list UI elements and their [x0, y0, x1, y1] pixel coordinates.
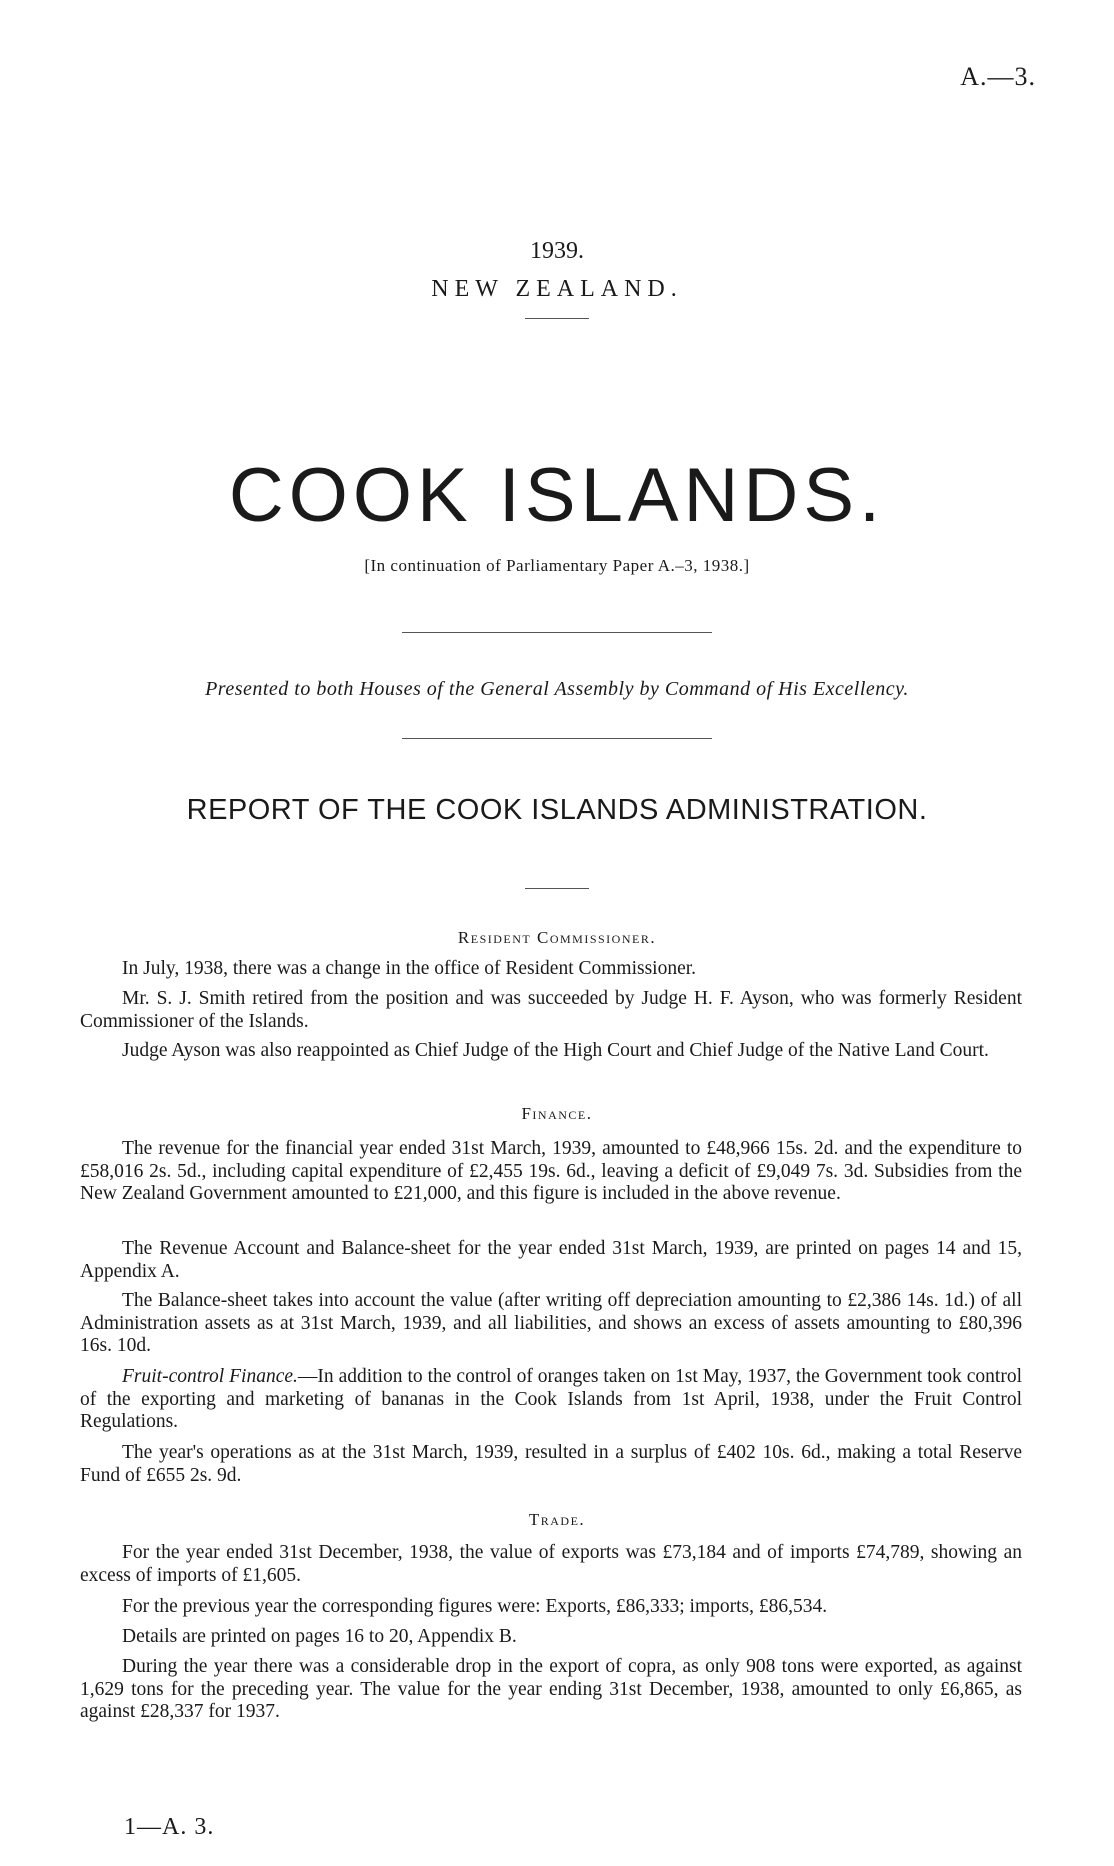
paragraph: Judge Ayson was also reappointed as Chief Judge of the High Court and Chief Judge of the Native Land Court. — [122, 1040, 989, 1061]
divider — [525, 318, 589, 319]
page-footer: 1—A. 3. — [124, 1814, 215, 1840]
publication-year: 1939. — [530, 238, 584, 264]
presented-note: Presented to both Houses of the General Assembly by Command of His Excellency. — [205, 678, 909, 700]
section-heading-trade: Trade. — [528, 1510, 586, 1529]
paragraph: Details are printed on pages 16 to 20, Appendix B. — [122, 1626, 517, 1647]
divider — [402, 738, 712, 739]
paragraph: For the previous year the corresponding figures were: Exports, £86,333; imports, £86,534. — [122, 1596, 828, 1617]
paragraph: During the year there was a considerable drop in the export of copra, as only 908 tons were exported, as against 1,629 tons for the preceding year. The value for the year ending 31st December, 1938, amounted to only £6,865, as against £28,337 for 1937. — [80, 1656, 1022, 1722]
divider — [402, 632, 712, 633]
fruit-control-lead: Fruit-control Finance. — [122, 1366, 298, 1387]
paragraph: The Balance-sheet takes into account the value (after writing off depreciation amounting to £2,386 14s. 1d.) of all Administration assets as at 31st March, 1939, and all liabilities, and shows an excess of assets amounting to £80,396 16s. 10d. — [80, 1290, 1022, 1356]
report-title: REPORT OF THE COOK ISLANDS ADMINISTRATION. — [186, 794, 928, 826]
paragraph: Mr. S. J. Smith retired from the position and was succeeded by Judge H. F. Ayson, who was formerly Resident Commissioner of the Islands. — [80, 988, 1022, 1032]
divider — [525, 888, 589, 889]
paragraph: The revenue for the financial year ended 31st March, 1939, amounted to £48,966 15s. 2d. and the expenditure to £58,016 2s. 5d., including capital expenditure of £2,455 19s. 6d., leaving a deficit of £9,049 7s. 3d. Subsidies from the New Zealand Government amounted to £21,000, and this figure is included in the above revenue. — [80, 1138, 1022, 1204]
country-heading: NEW ZEALAND. — [431, 276, 683, 302]
continuation-note: [In continuation of Parliamentary Paper A.–3, 1938.] — [364, 556, 750, 575]
page-reference: A.—3. — [960, 62, 1036, 91]
paragraph: For the year ended 31st December, 1938, the value of exports was £73,184 and of imports £74,789, showing an excess of imports of £1,605. — [80, 1542, 1022, 1586]
fruit-control-text: —In addition to the control of oranges taken on 1st May, 1937, the Government took control of the exporting and marketing of bananas in the Cook Islands from 1st April, 1938, under the Fruit Control Regulations. — [80, 1366, 1023, 1432]
section-heading-finance: Finance. — [521, 1104, 593, 1123]
paragraph: The Revenue Account and Balance-sheet for the year ended 31st March, 1939, are printed on pages 14 and 15, Appendix A. — [80, 1238, 1022, 1282]
document-title: COOK ISLANDS. — [228, 453, 886, 538]
paragraph-fruit-control — [80, 1366, 1022, 1434]
paragraph: The year's operations as at the 31st March, 1939, resulted in a surplus of £402 10s. 6d., making a total Reserve Fund of £655 2s. 9d. — [80, 1442, 1022, 1486]
section-heading-resident: Resident Commissioner. — [457, 928, 657, 947]
paragraph: In July, 1938, there was a change in the office of Resident Commissioner. — [122, 958, 697, 979]
